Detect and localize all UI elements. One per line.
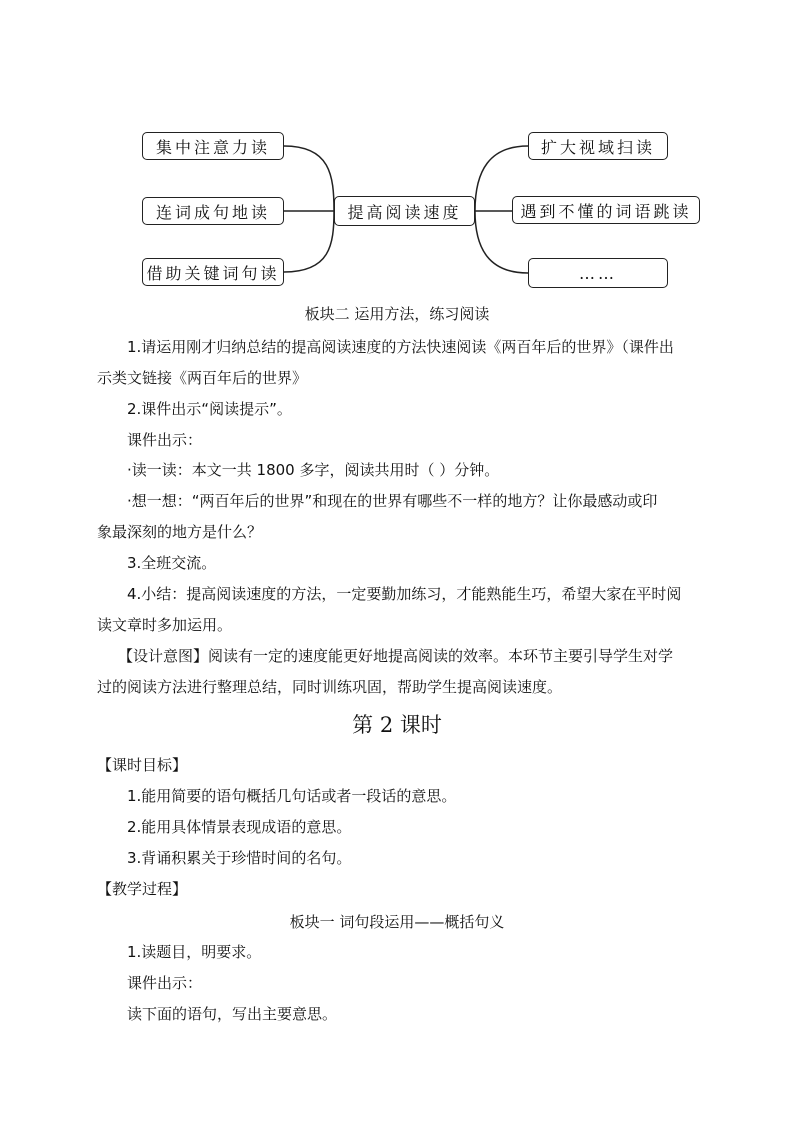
section-title-block1: 板块一 词句段运用——概括句义 [289, 913, 505, 931]
paragraph: 课件出示： [127, 431, 203, 449]
paragraph: 3.全班交流。 [127, 554, 217, 572]
paragraph: 读文章时多加运用。 [97, 616, 233, 634]
paragraph: 课件出示： [127, 974, 203, 992]
process-heading: 【教学过程】 [97, 880, 188, 898]
paragraph: 读下面的语句，写出主要意思。 [127, 1005, 338, 1023]
mind-map [0, 0, 794, 300]
section-title-block2: 板块二 运用方法，练习阅读 [304, 305, 490, 323]
mind-map-connectors [0, 0, 794, 300]
mindmap-node-center: 提高阅读速度 [334, 196, 475, 226]
mindmap-node-left-3: 借助关键词句读 [142, 258, 284, 286]
bullet-item: 象最深刻的地方是什么？ [97, 523, 263, 541]
mindmap-node-right-2: 遇到不懂的词语跳读 [512, 196, 700, 224]
goal-item: 3.背诵积累关于珍惜时间的名句。 [127, 849, 352, 867]
design-intent: 【设计意图】阅读有一定的速度能更好地提高阅读的效率。本环节主要引导学生对学 [118, 647, 674, 665]
paragraph: 1.请运用刚才归纳总结的提高阅读速度的方法快速阅读《两百年后的世界》（课件出 [127, 338, 674, 356]
paragraph: 1.读题目，明要求。 [127, 943, 262, 961]
paragraph: 4.小结：提高阅读速度的方法，一定要勤加练习，才能熟能生巧，希望大家在平时阅 [127, 585, 682, 603]
lesson-title: 第 2 课时 [352, 713, 442, 737]
bullet-item: ·想一想：“两百年后的世界”和现在的世界有哪些不一样的地方？让你最感动或印 [127, 492, 658, 510]
design-intent: 过的阅读方法进行整理总结，同时训练巩固，帮助学生提高阅读速度。 [97, 678, 563, 696]
bullet-item: ·读一读：本文一共 1800 多字，阅读共用时（ ）分钟。 [127, 461, 500, 479]
goals-heading: 【课时目标】 [97, 756, 188, 774]
paragraph: 2.课件出示“阅读提示”。 [127, 400, 292, 418]
mindmap-node-left-1: 集中注意力读 [142, 132, 284, 160]
goal-item: 1.能用简要的语句概括几句话或者一段话的意思。 [127, 787, 457, 805]
paragraph: 示类文链接《两百年后的世界》 [97, 369, 308, 387]
mindmap-node-left-2: 连词成句地读 [142, 197, 284, 225]
mindmap-node-right-3: …… [528, 258, 668, 288]
mindmap-node-right-1: 扩大视域扫读 [528, 132, 668, 160]
goal-item: 2.能用具体情景表现成语的意思。 [127, 818, 352, 836]
